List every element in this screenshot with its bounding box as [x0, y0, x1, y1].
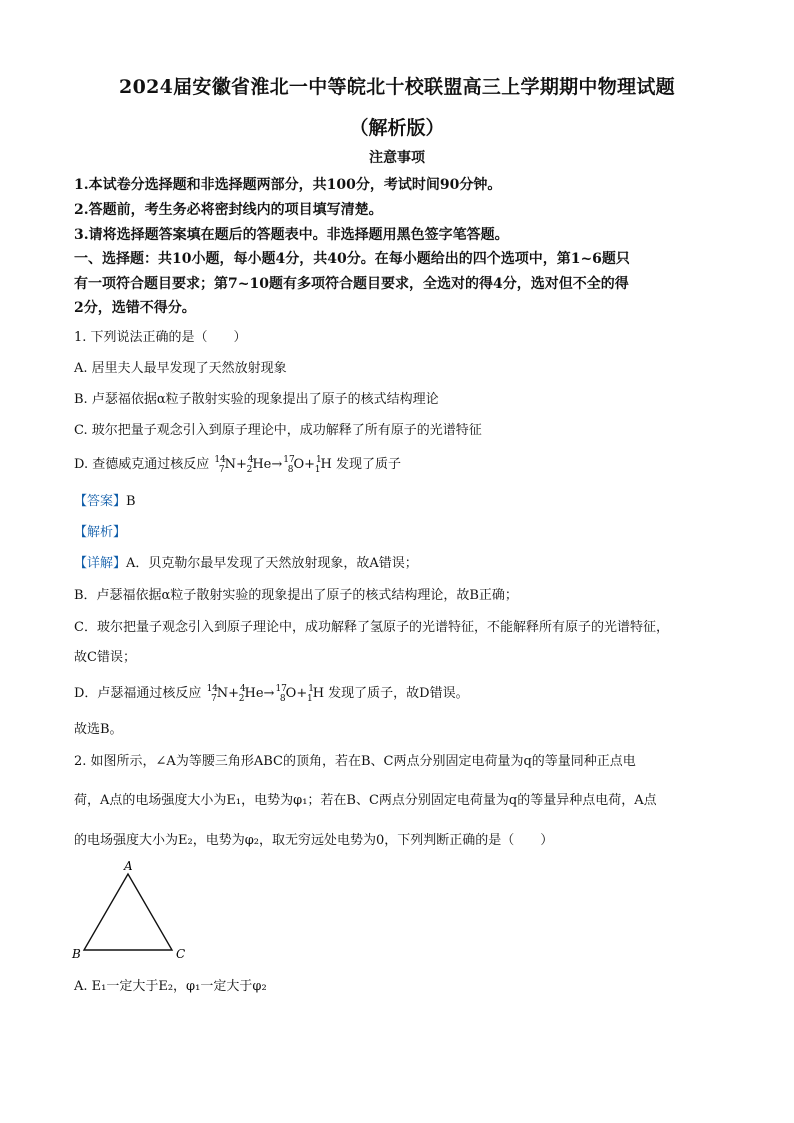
section-instruction: 一、选择题：共10小题，每小题4分，共40分。在每小题给出的四个选项中，第1~6题只	[74, 251, 630, 267]
question-1-stem: 1. 下列说法正确的是（ ）	[74, 330, 247, 345]
h-charge: 1	[306, 694, 313, 704]
page-title: 2024届安徽省淮北一中等皖北十校联盟高三上学期期中物理试题	[119, 76, 675, 98]
reaction-arrow: →	[263, 686, 275, 701]
question-2-line: 2. 如图所示，∠A为等腰三角形ABC的顶角，若在B、C两点分别固定电荷量为q的等量同种正点电	[74, 754, 636, 769]
n-mass: 14	[214, 455, 226, 465]
plus-sign: +	[296, 686, 308, 701]
detail-tag: 【详解】	[74, 556, 127, 571]
h-charge: 1	[314, 465, 321, 475]
h-mass: 1	[316, 455, 322, 465]
question-2-option-a: A. E₁一定大于E₂，φ₁一定大于φ₂	[74, 979, 267, 994]
h-symbol: H	[320, 457, 332, 472]
vertex-c-label: C	[176, 947, 186, 961]
conclusion: 故选B。	[74, 722, 123, 737]
n-charge: 7	[211, 694, 217, 704]
analysis-tag: 【解析】	[74, 525, 127, 540]
answer-line	[74, 490, 136, 509]
o-mass: 17	[283, 455, 295, 465]
question-1-option-c: C. 玻尔把量子观念引入到原子理论中，成功解释了所有原子的光谱特征	[74, 423, 482, 438]
n-symbol: N	[216, 686, 229, 701]
detail-d-prefix: D．卢瑟福通过核反应	[74, 686, 202, 701]
question-2-line: 的电场强度大小为E₂，电势为φ₂，取无穷远处电势为0，下列判断正确的是（ ）	[74, 833, 554, 848]
note-line: 2.答题前，考生务必将密封线内的项目填写清楚。	[74, 202, 383, 218]
plus-sign: +	[235, 457, 247, 472]
o-symbol: O	[285, 686, 297, 701]
n-symbol: N	[224, 457, 236, 472]
h-symbol: H	[312, 686, 325, 701]
o-charge: 8	[279, 694, 286, 704]
plus-sign: +	[228, 686, 240, 701]
page-subtitle: （解析版）	[349, 117, 445, 139]
detail-a-text: A．贝克勒尔最早发现了天然放射现象，故A错误；	[126, 556, 418, 571]
question-1-option-d	[74, 453, 401, 475]
detail-line-b: B．卢瑟福依据α粒子散射实验的现象提出了原子的核式结构理论，故B正确；	[74, 588, 518, 603]
detail-d-suffix: 发现了质子，故D错误。	[328, 686, 469, 701]
he-mass: 4	[240, 684, 246, 694]
option-d-suffix: 发现了质子	[335, 457, 401, 472]
he-symbol: He	[252, 457, 272, 472]
option-d-prefix: D. 查德威克通过核反应	[74, 457, 210, 472]
notes-heading: 注意事项	[369, 150, 425, 166]
triangle-abc-diagram	[68, 858, 198, 968]
answer-value: B	[126, 494, 136, 509]
detail-line-c-cont: 故C错误；	[74, 650, 136, 665]
question-1-option-a: A. 居里夫人最早发现了天然放射现象	[74, 361, 287, 376]
detail-line-c: C．玻尔把量子观念引入到原子理论中，成功解释了氢原子的光谱特征，不能解释所有原子的光谱特征，	[74, 620, 669, 635]
o-symbol: O	[293, 457, 305, 472]
note-line: 1.本试卷分选择题和非选择题两部分，共100分，考试时间90分钟。	[74, 177, 502, 193]
he-charge: 2	[238, 694, 245, 704]
h-mass: 1	[308, 684, 314, 694]
triangle-outline	[84, 874, 172, 950]
he-mass: 4	[247, 455, 254, 465]
detail-line-a	[74, 552, 418, 571]
note-line: 3.请将选择题答案填在题后的答题表中。非选择题用黑色签字笔答题。	[74, 227, 509, 243]
question-2-line: 荷，A点的电场强度大小为E₁，电势为φ₁；若在B、C两点分别固定电荷量为q的等量异种点电荷，A点	[74, 793, 657, 808]
nuclear-reaction-equation	[206, 684, 325, 704]
vertex-b-label: B	[72, 947, 81, 961]
n-mass: 14	[206, 684, 219, 694]
reaction-arrow: →	[271, 457, 283, 472]
vertex-a-label: A	[124, 859, 133, 873]
plus-sign: +	[304, 457, 316, 472]
o-charge: 8	[287, 465, 294, 475]
answer-tag: 【答案】	[74, 494, 127, 509]
o-mass: 17	[275, 684, 287, 694]
he-charge: 2	[246, 465, 253, 475]
section-instruction: 有一项符合题目要求；第7~10题有多项符合题目要求，全选对的得4分，选对但不全的得	[74, 276, 629, 292]
question-1-option-b: B. 卢瑟福依据α粒子散射实验的现象提出了原子的核式结构理论	[74, 392, 439, 407]
nuclear-reaction-equation	[213, 455, 332, 475]
section-instruction: 2分，选错不得分。	[74, 300, 196, 316]
n-charge: 7	[218, 465, 225, 475]
he-symbol: He	[244, 686, 264, 701]
detail-line-d	[74, 682, 469, 704]
